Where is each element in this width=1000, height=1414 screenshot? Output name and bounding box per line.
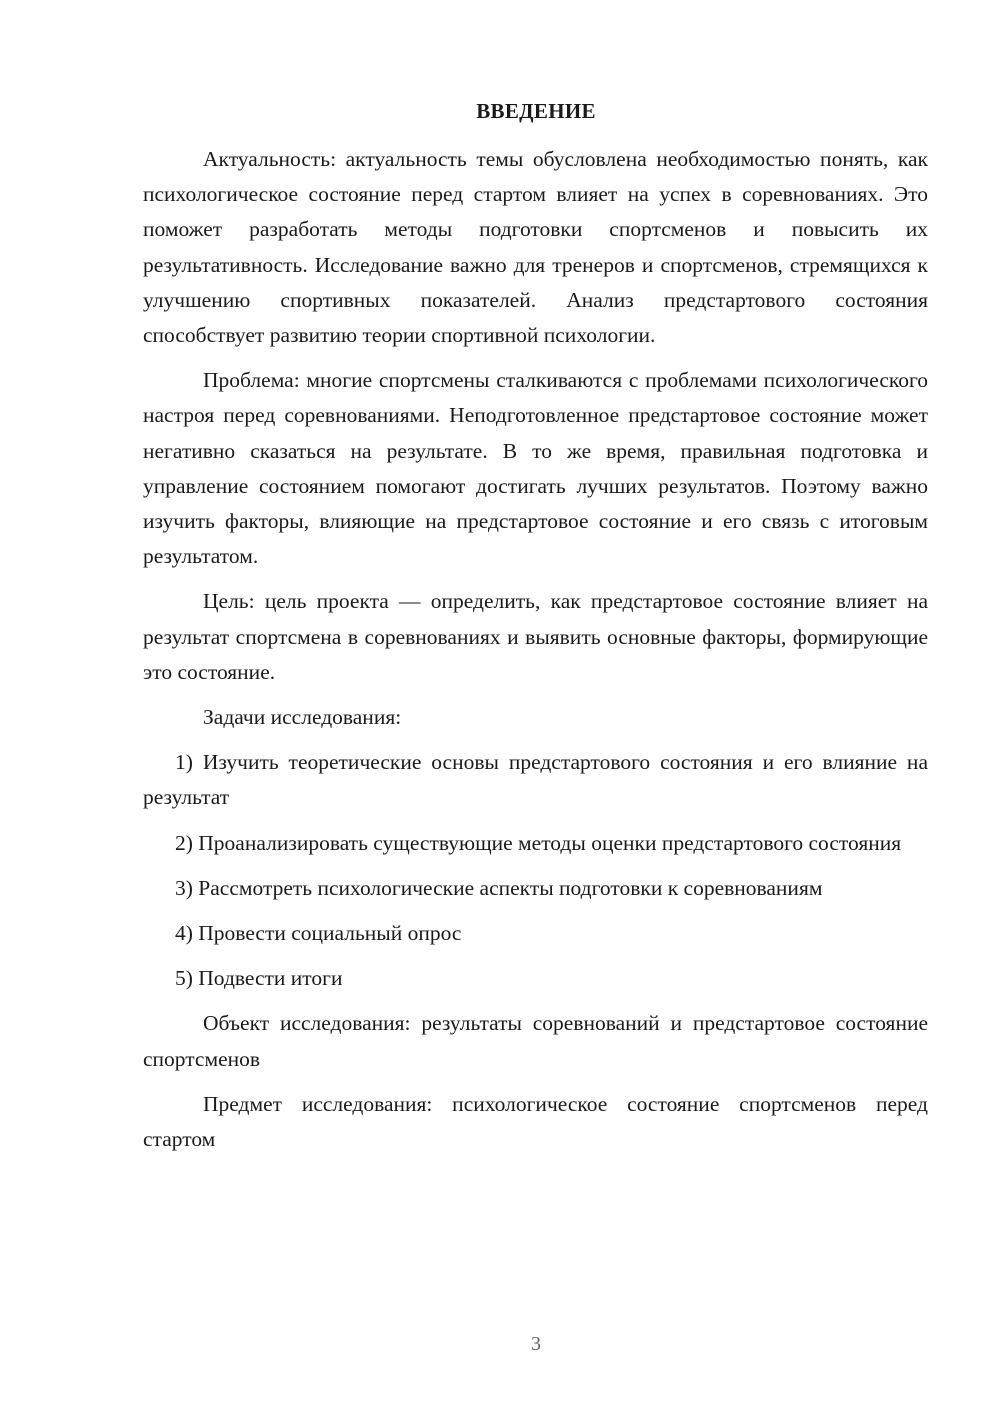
- paragraph-problem: Проблема: многие спортсмены сталкиваются с проблемами психологического настроя перед соревнованиями. Неподготовленное предстартовое состояние может негативно сказаться на результате. В то же время, правильная подготовка и управление состоянием помогают достигать лучших результатов. Поэтому важно изучить факторы, влияющие на предстартовое состояние и его связь с итоговым результатом.: [143, 368, 928, 569]
- task-item-3: 3) Рассмотреть психологические аспекты подготовки к соревнованиям: [175, 875, 823, 900]
- page-title: ВВЕДЕНИЕ: [476, 99, 596, 123]
- paragraph-subject: Предмет исследования: психологическое состояние спортсменов перед стартом: [143, 1091, 928, 1152]
- task-item-1: 1) Изучить теоретические основы предстартового состояния и его влияние на результат: [143, 750, 928, 810]
- task-item-2: 2) Проанализировать существующие методы оценки предстартового состояния: [175, 830, 902, 855]
- document-body: [143, 142, 928, 1167]
- paragraph-relevance: Актуальность: актуальность темы обусловлена необходимостью понять, как психологическое состояние перед стартом влияет на успех в соревнованиях. Это поможет разработать методы подготовки спортсменов и повысить их результативность. Исследование важно для тренеров и спортсменов, стремящихся к улучшению спортивных показателей. Анализ предстартового состояния способствует развитию теории спортивной психологии.: [143, 147, 928, 348]
- tasks-heading: Задачи исследования:: [203, 705, 402, 730]
- page-number: 3: [531, 1333, 541, 1355]
- paragraph-object: Объект исследования: результаты соревнований и предстартовое состояние спортсменов: [143, 1011, 928, 1071]
- task-item-4: 4) Провести социальный опрос: [175, 921, 462, 946]
- paragraph-goal: Цель: цель проекта — определить, как предстартовое состояние влияет на результат спортсмена в соревнованиях и выявить основные факторы, формирующие это состояние.: [143, 589, 928, 684]
- task-item-5: 5) Подвести итоги: [175, 966, 343, 991]
